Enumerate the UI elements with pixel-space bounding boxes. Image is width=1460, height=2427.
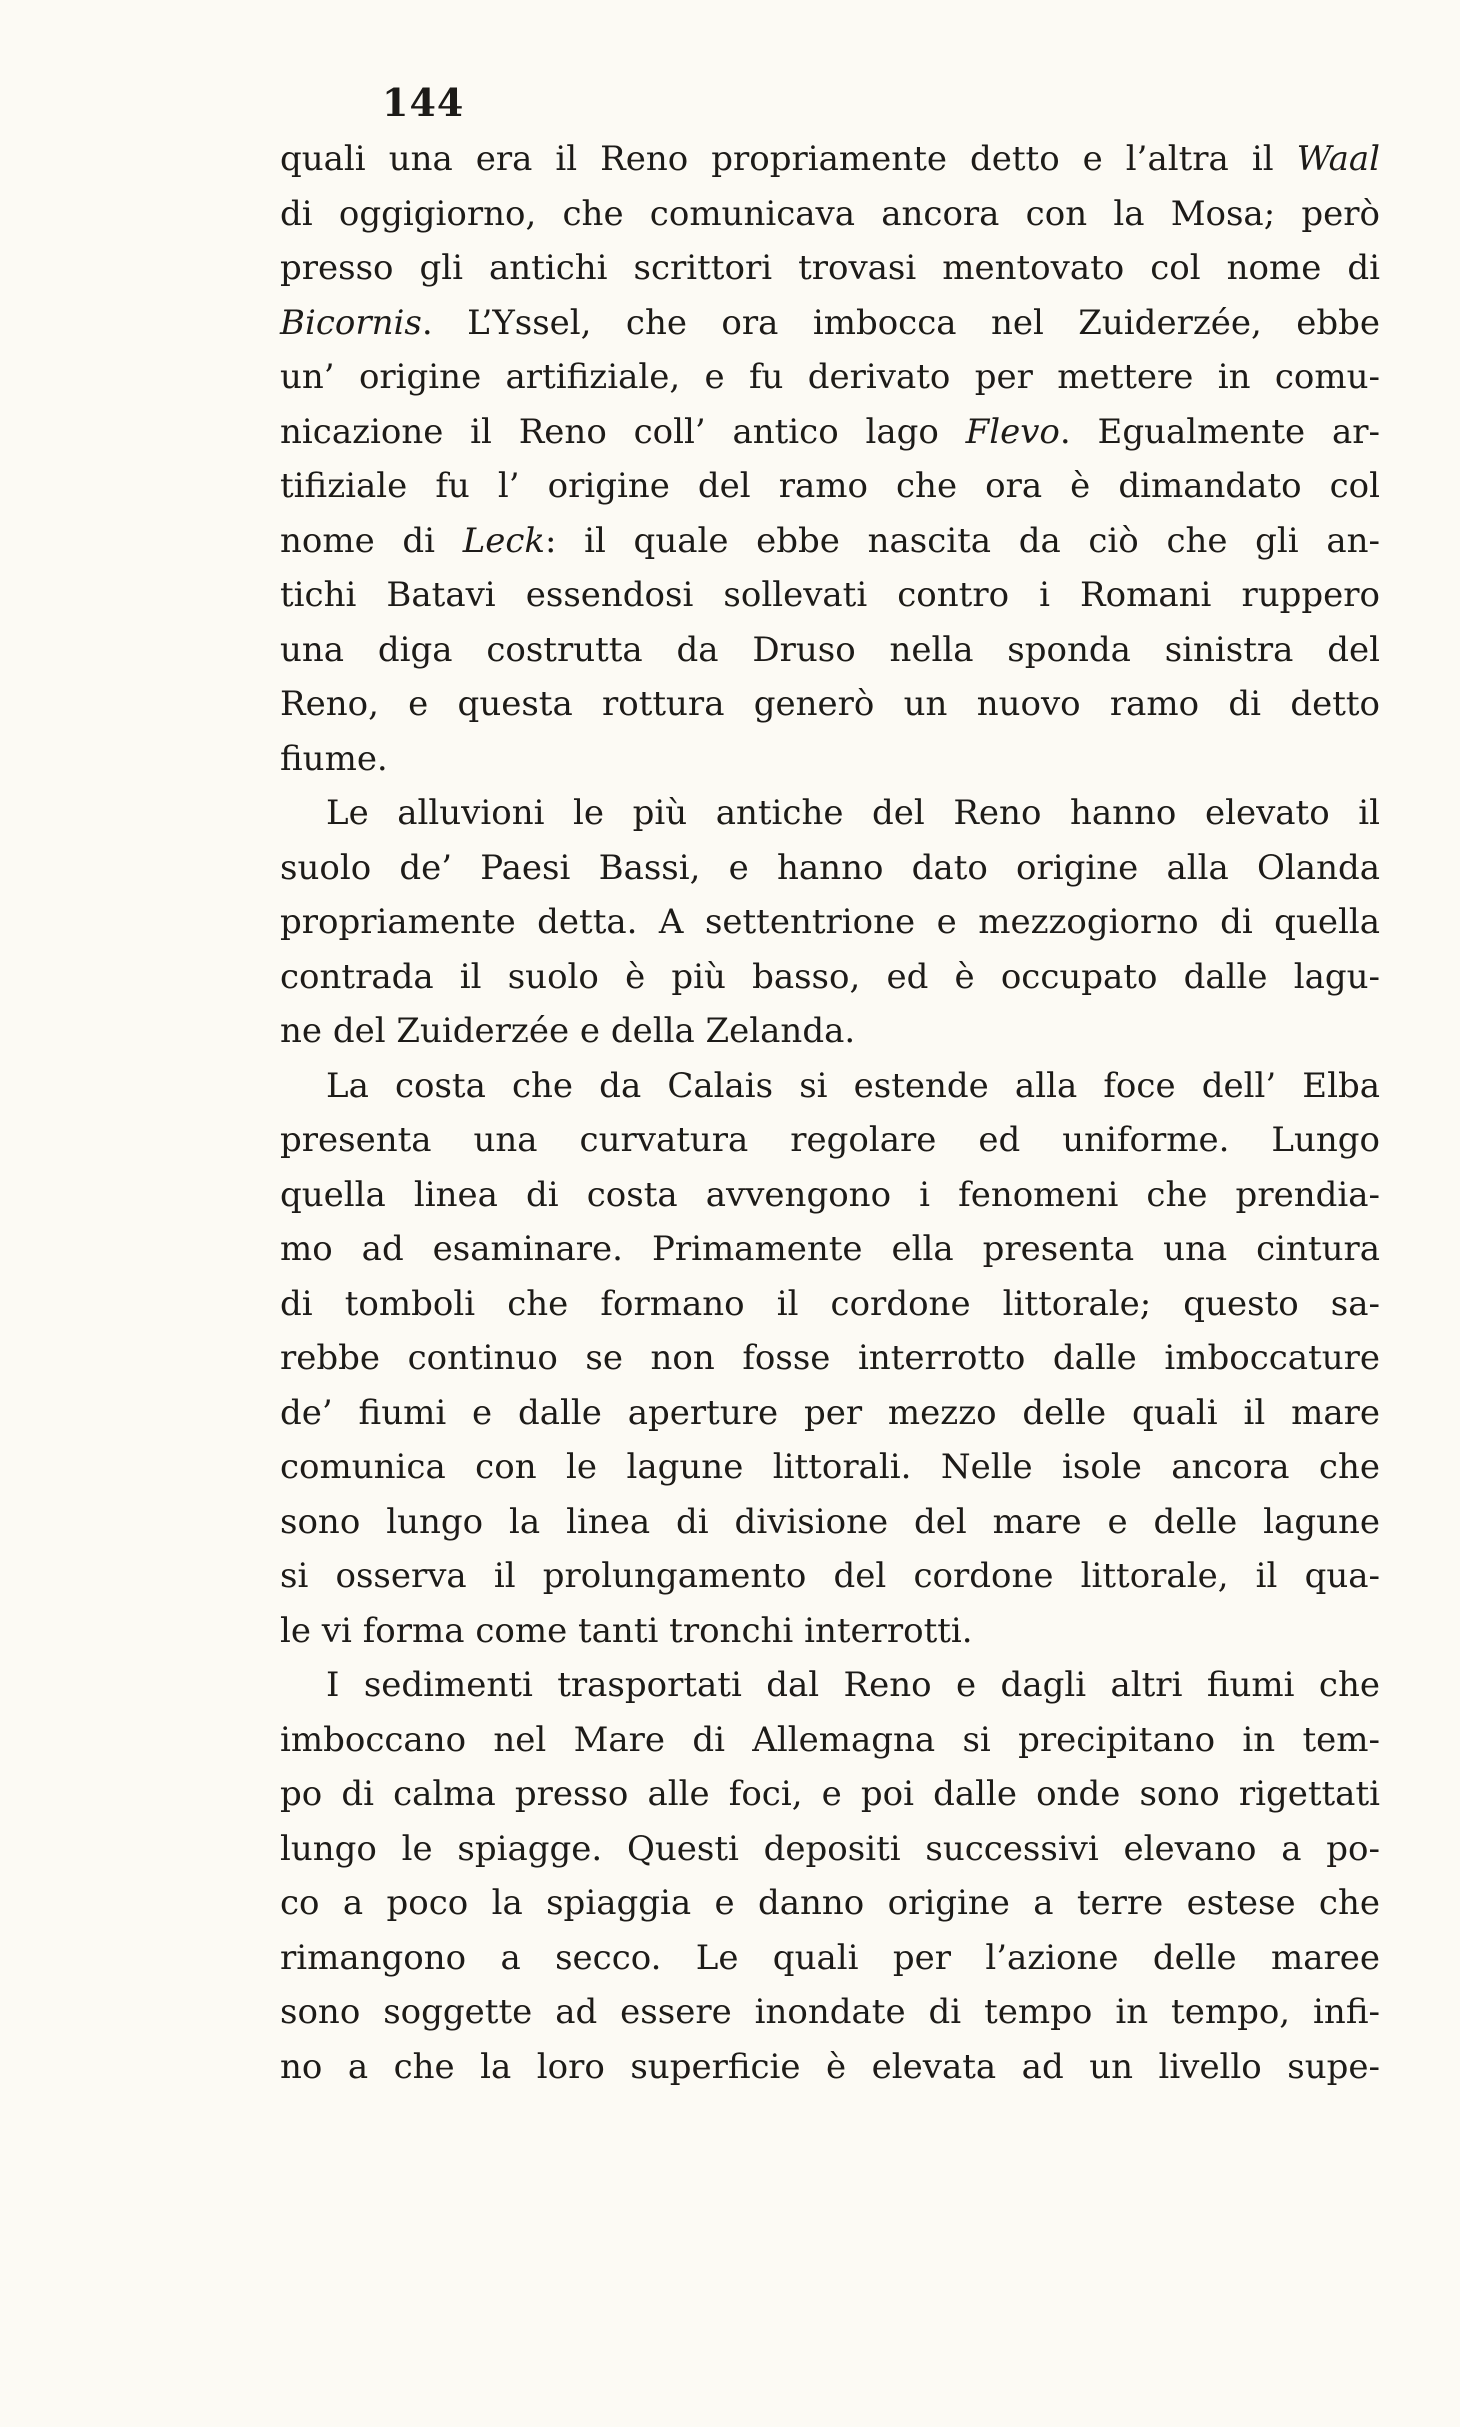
text-line	[280, 2040, 1380, 2095]
text-line	[280, 568, 1380, 623]
text-run: Le alluvioni le più antiche del Reno hanno elevato il	[326, 793, 1380, 833]
text-line	[280, 1004, 1380, 1059]
text-run: lungo le spiagge. Questi depositi successivi elevano a po-	[280, 1828, 1380, 1869]
text-run: sono soggette ad essere inondate di tempo in tempo, infi-	[280, 1992, 1380, 2032]
text-line	[280, 1113, 1380, 1168]
text-run: quali una era il Reno propriamente detto e l’altra il	[280, 139, 1297, 179]
text-run: de’ fiumi e dalle aperture per mezzo delle quali il mare	[280, 1392, 1380, 1433]
text-run: . L’Yssel, che ora imbocca nel Zuiderzée, ebbe	[421, 302, 1380, 343]
text-run: mo ad esaminare. Primamente ella presenta una cintura	[280, 1229, 1380, 1269]
text-line	[280, 1386, 1380, 1441]
text-run: presso gli antichi scrittori trovasi mentovato col nome di	[280, 248, 1380, 288]
text-line	[280, 1713, 1380, 1768]
text-run: una diga costrutta da Druso nella sponda sinistra del	[280, 629, 1380, 670]
text-run: fiume.	[280, 738, 388, 779]
text-line	[280, 841, 1380, 896]
text-run: ne del Zuiderzée e della Zelanda.	[280, 1011, 856, 1051]
text-line	[280, 786, 1380, 841]
text-run: rimangono a secco. Le quali per l’azione delle maree	[280, 1937, 1380, 1978]
text-line	[280, 732, 1380, 787]
text-line	[280, 623, 1380, 678]
text-run: nicazione il Reno coll’ antico lago	[280, 411, 966, 452]
text-run: di oggigiorno, che comunicava ancora con la Mosa; però	[280, 193, 1380, 234]
text-line	[280, 1876, 1380, 1931]
text-line	[280, 1549, 1380, 1604]
text-line	[280, 459, 1380, 514]
text-run: propriamente detta. A settentrione e mezzogiorno di quella	[280, 902, 1380, 942]
text-run: tichi Batavi essendosi sollevati contro i Romani ruppero	[280, 575, 1380, 615]
text-line	[280, 1222, 1380, 1277]
text-run: un’ origine artifiziale, e fu derivato per mettere in comu-	[280, 357, 1380, 397]
text-run: imboccano nel Mare di Allemagna si precipitano in tem-	[280, 1719, 1380, 1760]
text-run: co a poco la spiaggia e danno origine a terre estese che	[280, 1883, 1380, 1923]
text-run: La costa che da Calais si estende alla foce dell’ Elba	[326, 1065, 1380, 1106]
text-line	[280, 514, 1380, 569]
text-line	[280, 950, 1380, 1005]
text-run: rebbe continuo se non fosse interrotto dalle imboccature	[280, 1338, 1380, 1378]
text-run: quella linea di costa avvengono i fenomeni che prendia-	[280, 1174, 1380, 1215]
text-line	[280, 895, 1380, 950]
text-run: si osserva il prolungamento del cordone littorale, il qua-	[280, 1556, 1380, 1596]
text-run: tifiziale fu l’ origine del ramo che ora è dimandato col	[280, 466, 1380, 506]
body-text	[280, 132, 1380, 2094]
text-line	[280, 1985, 1380, 2040]
text-line	[280, 1059, 1380, 1114]
text-line	[280, 1604, 1380, 1659]
text-run: suolo de’ Paesi Bassi, e hanno dato origine alla Olanda	[280, 847, 1380, 888]
text-line	[280, 296, 1380, 351]
text-line	[280, 1168, 1380, 1223]
text-run: I sedimenti trasportati dal Reno e dagli altri fiumi che	[326, 1665, 1380, 1705]
text-line	[280, 1331, 1380, 1386]
text-run: di tomboli che formano il cordone littorale; questo sa-	[280, 1283, 1380, 1324]
text-run: . Egualmente ar-	[1059, 411, 1380, 452]
text-line	[280, 1277, 1380, 1332]
text-run: nome di	[280, 520, 463, 561]
text-run: sono lungo la linea di divisione del mare e delle lagune	[280, 1501, 1380, 1542]
text-line	[280, 241, 1380, 296]
italic-term: Waal	[1296, 139, 1380, 179]
text-line	[280, 1767, 1380, 1822]
text-line	[280, 405, 1380, 460]
text-run: no a che la loro superficie è elevata ad un livello supe-	[280, 2046, 1380, 2087]
text-line	[280, 1822, 1380, 1877]
text-line	[280, 1440, 1380, 1495]
text-run: po di calma presso alle foci, e poi dalle onde sono rigettati	[280, 1774, 1380, 1814]
italic-term: Bicornis	[280, 302, 422, 343]
text-run: comunica con le lagune littorali. Nelle isole ancora che	[280, 1447, 1380, 1487]
text-run: contrada il suolo è più basso, ed è occupato dalle lagu-	[280, 956, 1380, 997]
text-run: le vi forma come tanti tronchi interrotti.	[280, 1610, 973, 1651]
text-line	[280, 677, 1380, 732]
text-run: Reno, e questa rottura generò un nuovo ramo di detto	[280, 684, 1380, 724]
text-line	[280, 132, 1380, 187]
page-number: 144	[382, 80, 465, 125]
text-line	[280, 1931, 1380, 1986]
italic-term: Leck	[462, 520, 546, 561]
text-run: presenta una curvatura regolare ed uniforme. Lungo	[280, 1120, 1380, 1160]
text-line	[280, 1495, 1380, 1550]
text-line	[280, 187, 1380, 242]
text-run: : il quale ebbe nascita da ciò che gli an-	[545, 520, 1380, 561]
text-line	[280, 1658, 1380, 1713]
text-line	[280, 350, 1380, 405]
italic-term: Flevo	[965, 411, 1060, 452]
